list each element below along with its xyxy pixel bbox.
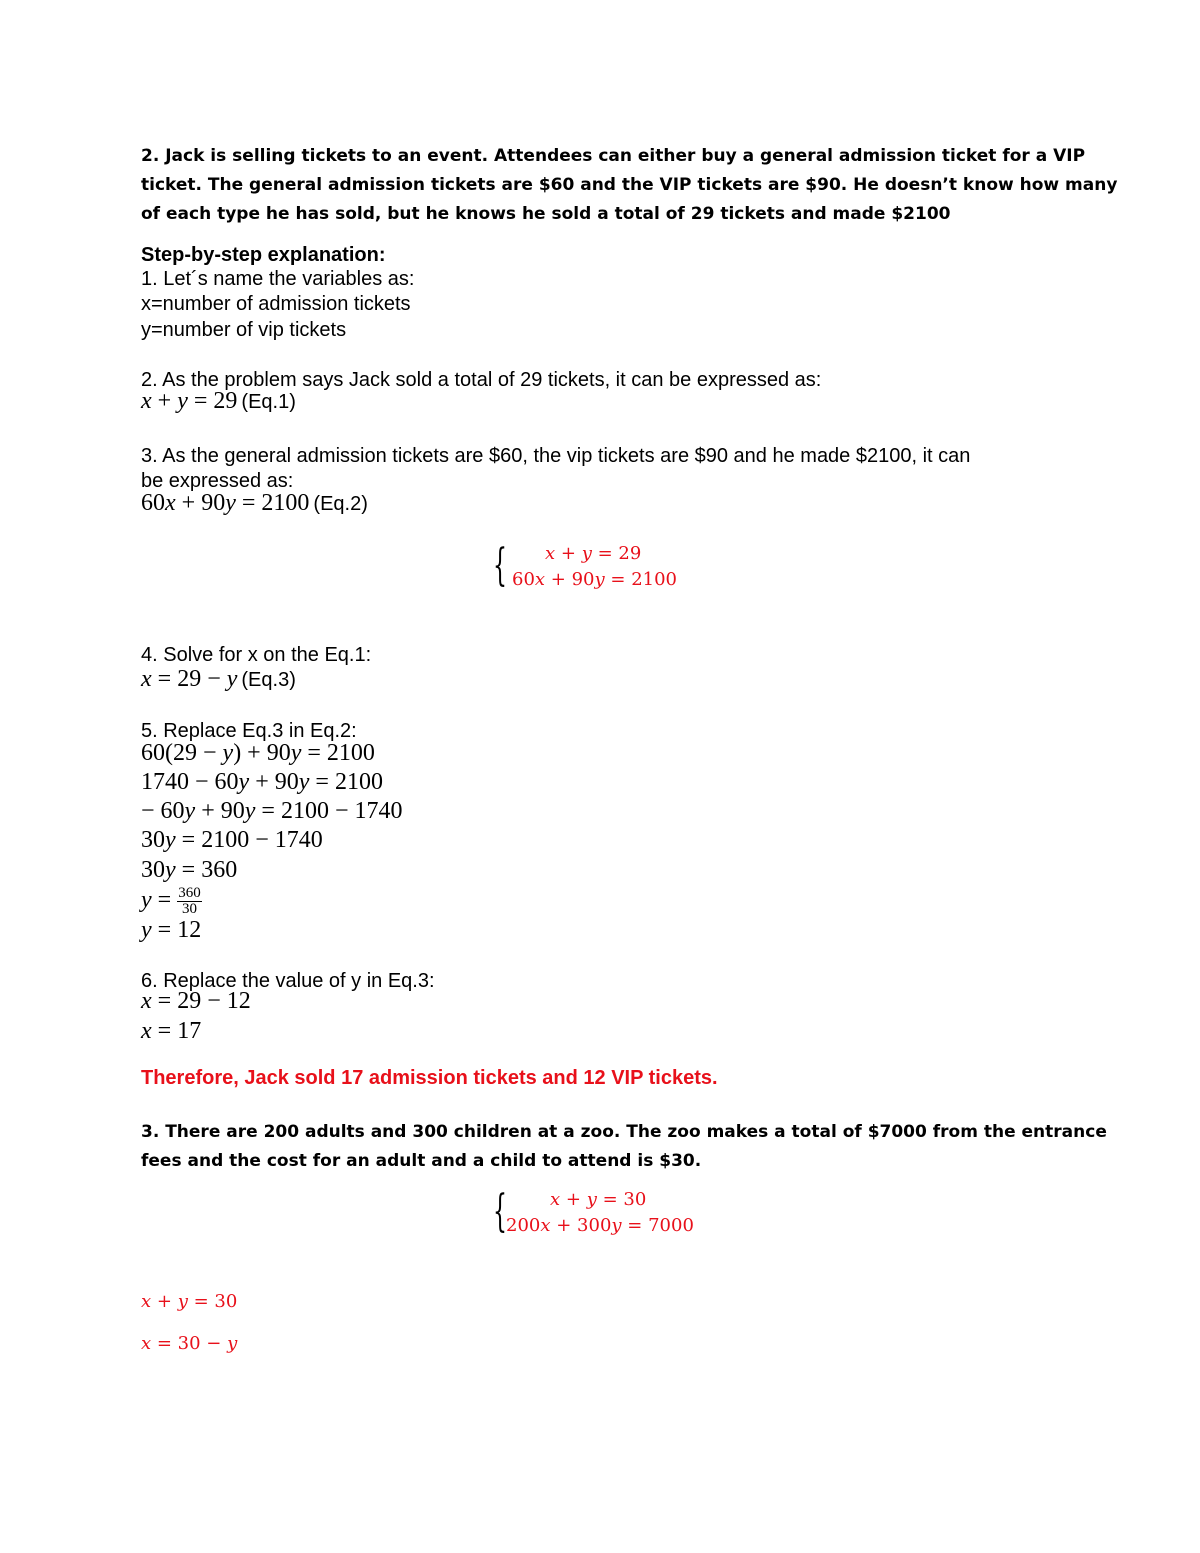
equation-3: x = 29 − y (Eq.3)	[141, 666, 296, 692]
equation-2-tag: (Eq.2)	[313, 493, 368, 515]
equation-2: 60x + 90y = 2100 (Eq.2)	[141, 490, 368, 516]
derivation-line-5: 30y = 360	[141, 857, 238, 883]
fraction: $\frac{360}{30}$	[178, 885, 201, 917]
solution-line-2: x = 17	[141, 1018, 202, 1044]
derivation-line-4: 30y = 2100 − 1740	[141, 827, 323, 853]
problem-3-line-1: 3. There are 200 adults and 300 children at a zoo. The zoo makes a total of $7000 from the entrance	[141, 1122, 1107, 1142]
step-2: 2. As the problem says Jack sold a total of 29 tickets, it can be expressed as:	[141, 369, 822, 391]
derivation-line-1: 60(29 − y) + 90y = 2100	[141, 740, 375, 766]
problem-3-line-2: fees and the cost for an adult and a child to attend is $30.	[141, 1151, 702, 1171]
problem-3-work-line-1: x + y = 30	[141, 1291, 238, 1312]
equation-1: x + y = 29 (Eq.1)	[141, 388, 296, 414]
system-1-equation-a: x + y = 29	[545, 543, 642, 564]
system-1-equation-b: 60x + 90y = 2100	[512, 569, 678, 590]
problem-2-line-2: ticket. The general admission tickets are $60 and the VIP tickets are $90. He doesn’t know how many	[141, 175, 1118, 195]
system-brace-2: {	[493, 1186, 507, 1237]
step-4: 4. Solve for x on the Eq.1:	[141, 644, 372, 666]
variable-y-definition: y=number of vip tickets	[141, 319, 347, 341]
derivation-line-3: − 60y + 90y = 2100 − 1740	[141, 798, 403, 824]
step-5: 5. Replace Eq.3 in Eq.2:	[141, 720, 357, 742]
solution-line-1: x = 29 − 12	[141, 988, 251, 1014]
derivation-line-6: y = $\frac{360}{30}$	[141, 885, 201, 917]
step-6: 6. Replace the value of y in Eq.3:	[141, 970, 435, 992]
system-brace: {	[493, 540, 507, 591]
step-3-line-1: 3. As the general admission tickets are $60, the vip tickets are $90 and he made $2100, it can	[141, 445, 971, 467]
problem-2-line-1: 2. Jack is selling tickets to an event. Attendees can either buy a general admission ticket for a VIP	[141, 146, 1086, 166]
conclusion: Therefore, Jack sold 17 admission tickets and 12 VIP tickets.	[141, 1067, 718, 1089]
problem-2-line-3: of each type he has sold, but he knows he sold a total of 29 tickets and made $2100	[141, 204, 951, 224]
equation-3-tag: (Eq.3)	[241, 669, 296, 691]
variable-x-definition: x=number of admission tickets	[141, 293, 411, 315]
derivation-line-7: y = 12	[141, 917, 202, 943]
derivation-line-2: 1740 − 60y + 90y = 2100	[141, 769, 383, 795]
equation-1-tag: (Eq.1)	[241, 391, 296, 413]
step-1: 1. Let´s name the variables as:	[141, 268, 415, 290]
problem-3-work-line-2: x = 30 − y	[141, 1333, 238, 1354]
system-2-equation-a: x + y = 30	[550, 1189, 647, 1210]
step-3-line-2: be expressed as:	[141, 470, 294, 492]
explanation-heading: Step-by-step explanation:	[141, 244, 386, 266]
system-2-equation-b: 200x + 300y = 7000	[506, 1215, 694, 1236]
